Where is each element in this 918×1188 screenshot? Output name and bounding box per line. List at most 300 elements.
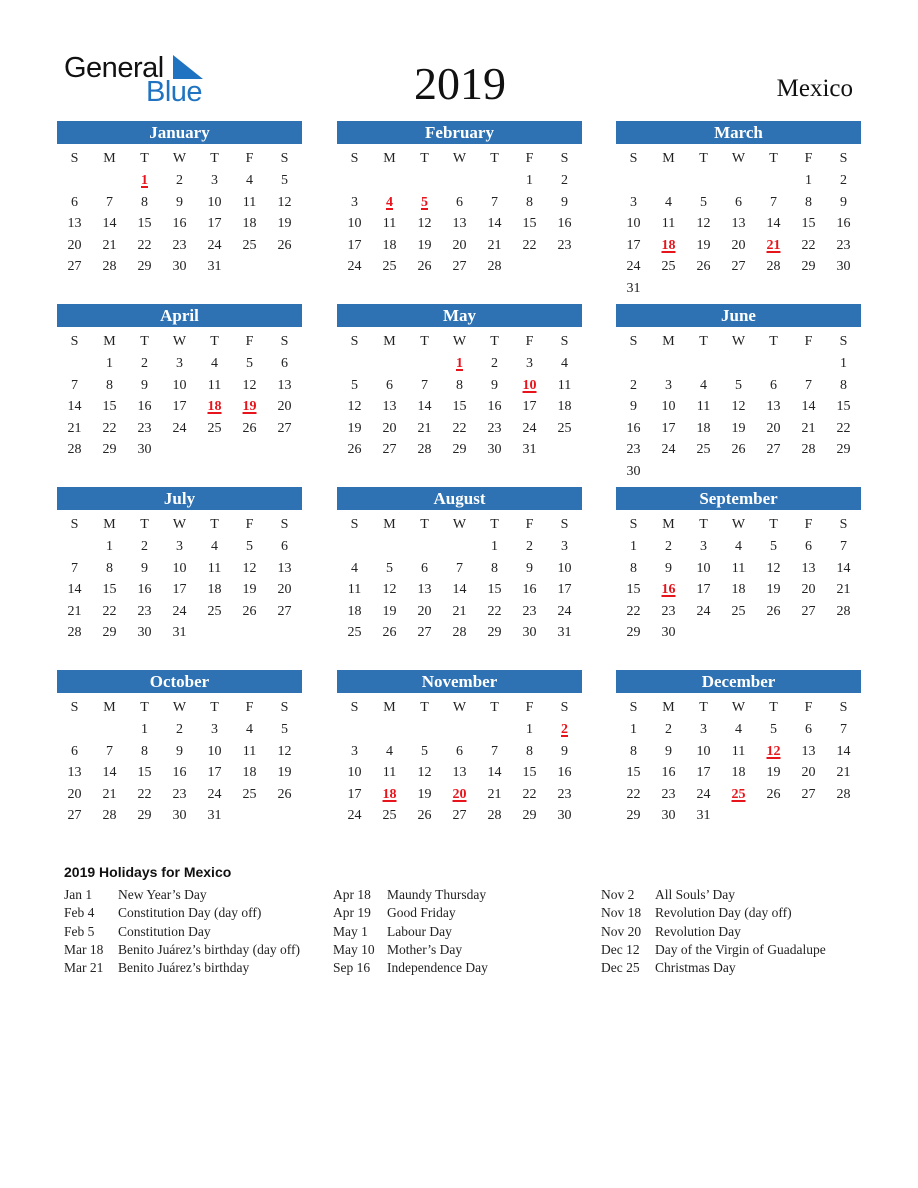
month-july bbox=[57, 487, 302, 667]
date-cell bbox=[372, 719, 407, 741]
weekday-label: S bbox=[70, 151, 79, 166]
date-cell: 29 bbox=[137, 808, 152, 824]
date-cell: 22 bbox=[102, 420, 117, 436]
holiday-date: Dec 25 bbox=[601, 960, 640, 976]
date-cell bbox=[57, 170, 92, 192]
date-cell: 10 bbox=[207, 743, 222, 759]
date-cell: 18 bbox=[731, 765, 746, 781]
holiday-list-item bbox=[601, 904, 871, 922]
date-cell: 4 bbox=[211, 356, 218, 371]
date-cell: 26 bbox=[277, 237, 292, 253]
date-cell: 16 bbox=[557, 216, 572, 232]
weekday-label: W bbox=[731, 700, 746, 715]
week-row bbox=[57, 622, 302, 644]
date-cell: 2 bbox=[176, 173, 183, 188]
date-cell: 9 bbox=[176, 194, 183, 210]
weekday-label: S bbox=[839, 151, 848, 166]
date-cell: 24 bbox=[696, 786, 711, 802]
date-cell: 2 bbox=[630, 377, 637, 393]
month-header: March bbox=[616, 121, 861, 144]
date-cell bbox=[442, 536, 477, 558]
date-cell: 22 bbox=[137, 237, 152, 253]
week-row bbox=[337, 235, 582, 257]
date-cell: 26 bbox=[277, 786, 292, 802]
holiday-date-cell: 10 bbox=[522, 377, 537, 393]
date-cell: 22 bbox=[102, 603, 117, 619]
month-header: May bbox=[337, 304, 582, 327]
holiday-column bbox=[64, 886, 334, 977]
date-cell: 31 bbox=[207, 259, 222, 275]
week-row bbox=[57, 741, 302, 763]
date-cell: 10 bbox=[696, 743, 711, 759]
date-cell: 3 bbox=[211, 173, 218, 188]
week-row bbox=[616, 601, 861, 623]
date-cell: 17 bbox=[557, 582, 572, 598]
generalblue-logo bbox=[64, 52, 214, 108]
date-cell: 27 bbox=[67, 808, 82, 824]
weekday-row bbox=[57, 697, 302, 719]
date-cell: 25 bbox=[731, 603, 746, 619]
date-cell: 7 bbox=[71, 560, 78, 576]
date-cell bbox=[686, 353, 721, 375]
date-cell: 19 bbox=[347, 420, 362, 436]
holiday-date: Mar 18 bbox=[64, 941, 104, 957]
date-cell: 20 bbox=[277, 582, 292, 598]
date-cell: 21 bbox=[801, 420, 816, 436]
weekday-label: T bbox=[699, 151, 708, 166]
week-row bbox=[57, 579, 302, 601]
date-cell: 15 bbox=[137, 216, 152, 232]
date-cell: 26 bbox=[696, 259, 711, 275]
holiday-date-cell: 16 bbox=[661, 582, 676, 598]
date-cell bbox=[232, 256, 267, 278]
date-cell: 1 bbox=[141, 722, 148, 737]
date-cell: 24 bbox=[696, 603, 711, 619]
date-cell: 27 bbox=[277, 603, 292, 619]
date-cell: 23 bbox=[626, 442, 641, 458]
date-cell: 10 bbox=[661, 399, 676, 415]
date-cell: 18 bbox=[207, 582, 222, 598]
date-cell: 23 bbox=[661, 603, 676, 619]
date-cell: 19 bbox=[766, 582, 781, 598]
date-cell: 29 bbox=[626, 625, 641, 641]
date-cell: 24 bbox=[207, 786, 222, 802]
date-cell: 21 bbox=[487, 237, 502, 253]
date-cell: 26 bbox=[766, 603, 781, 619]
holiday-name: Independence Day bbox=[387, 960, 488, 976]
date-cell: 23 bbox=[487, 420, 502, 436]
weekday-label: S bbox=[560, 151, 569, 166]
month-april bbox=[57, 304, 302, 484]
date-cell bbox=[337, 536, 372, 558]
date-cell: 4 bbox=[246, 173, 253, 188]
date-cell: 12 bbox=[242, 560, 257, 576]
date-cell: 19 bbox=[766, 765, 781, 781]
date-cell: 2 bbox=[665, 539, 672, 554]
weekday-label: S bbox=[70, 700, 79, 715]
date-cell: 24 bbox=[522, 420, 537, 436]
date-cell: 1 bbox=[526, 173, 533, 188]
date-cell bbox=[547, 439, 582, 461]
date-cell: 31 bbox=[522, 442, 537, 458]
date-cell bbox=[407, 170, 442, 192]
date-cell: 14 bbox=[67, 399, 82, 415]
date-cell: 1 bbox=[491, 539, 498, 554]
date-cell: 5 bbox=[281, 173, 288, 188]
week-row bbox=[57, 170, 302, 192]
date-cell: 29 bbox=[487, 625, 502, 641]
date-cell: 26 bbox=[382, 625, 397, 641]
date-cell: 7 bbox=[840, 722, 847, 737]
date-cell bbox=[721, 170, 756, 192]
weekday-label: F bbox=[245, 700, 254, 715]
month-header: September bbox=[616, 487, 861, 510]
holiday-date-cell: 5 bbox=[421, 194, 428, 210]
date-cell: 7 bbox=[106, 743, 113, 759]
holiday-name: Revolution Day (day off) bbox=[655, 905, 792, 921]
holiday-name: Day of the Virgin of Guadalupe bbox=[655, 941, 826, 957]
weekday-label: S bbox=[350, 700, 359, 715]
week-row bbox=[337, 192, 582, 214]
holiday-date-cell: 21 bbox=[766, 237, 781, 253]
weekday-label: F bbox=[245, 151, 254, 166]
date-cell bbox=[651, 170, 686, 192]
date-cell bbox=[686, 170, 721, 192]
date-cell bbox=[372, 353, 407, 375]
date-cell: 17 bbox=[207, 216, 222, 232]
date-cell: 30 bbox=[137, 442, 152, 458]
weekday-label: T bbox=[420, 517, 429, 532]
date-cell: 1 bbox=[805, 173, 812, 188]
date-cell bbox=[756, 805, 791, 827]
date-cell bbox=[267, 622, 302, 644]
date-cell: 14 bbox=[766, 216, 781, 232]
date-cell: 26 bbox=[242, 603, 257, 619]
holiday-date: Sep 16 bbox=[333, 960, 371, 976]
month-header: October bbox=[57, 670, 302, 693]
holiday-name: Good Friday bbox=[387, 905, 456, 921]
date-cell: 24 bbox=[661, 442, 676, 458]
date-cell: 4 bbox=[246, 722, 253, 737]
date-cell: 15 bbox=[626, 582, 641, 598]
holiday-date: Nov 18 bbox=[601, 905, 642, 921]
date-cell: 18 bbox=[557, 399, 572, 415]
date-cell: 31 bbox=[207, 808, 222, 824]
date-cell: 25 bbox=[557, 420, 572, 436]
weekday-label: T bbox=[699, 700, 708, 715]
date-cell: 30 bbox=[137, 625, 152, 641]
weekday-label: S bbox=[629, 517, 638, 532]
date-cell: 6 bbox=[281, 356, 288, 371]
date-cell: 15 bbox=[836, 399, 851, 415]
weekday-label: T bbox=[769, 334, 778, 349]
date-cell: 19 bbox=[731, 420, 746, 436]
weekday-row bbox=[337, 514, 582, 536]
month-header: December bbox=[616, 670, 861, 693]
weekday-row bbox=[616, 331, 861, 353]
date-cell: 12 bbox=[766, 560, 781, 576]
country-name: Mexico bbox=[776, 75, 853, 102]
holiday-date-cell: 4 bbox=[386, 194, 393, 210]
week-row bbox=[57, 375, 302, 397]
weekday-label: W bbox=[452, 517, 467, 532]
date-cell: 20 bbox=[801, 582, 816, 598]
date-cell: 30 bbox=[661, 625, 676, 641]
date-cell: 19 bbox=[277, 216, 292, 232]
date-cell bbox=[826, 805, 861, 827]
weekday-label: M bbox=[103, 517, 116, 532]
date-cell: 16 bbox=[661, 765, 676, 781]
date-cell: 16 bbox=[487, 399, 502, 415]
date-cell: 2 bbox=[526, 539, 533, 554]
week-row bbox=[57, 396, 302, 418]
week-row bbox=[337, 396, 582, 418]
date-cell: 29 bbox=[452, 442, 467, 458]
date-cell: 25 bbox=[242, 786, 257, 802]
week-row bbox=[616, 579, 861, 601]
weekday-label: S bbox=[560, 700, 569, 715]
date-cell: 11 bbox=[347, 582, 362, 598]
date-cell: 13 bbox=[382, 399, 397, 415]
date-cell: 8 bbox=[141, 743, 148, 759]
holiday-name: Constitution Day bbox=[118, 923, 211, 939]
weekday-label: F bbox=[804, 151, 813, 166]
weekday-label: W bbox=[172, 334, 187, 349]
date-cell bbox=[407, 536, 442, 558]
date-cell: 7 bbox=[491, 743, 498, 759]
date-cell: 16 bbox=[522, 582, 537, 598]
weekday-label: T bbox=[699, 517, 708, 532]
date-cell bbox=[791, 461, 826, 483]
date-cell: 6 bbox=[456, 194, 463, 210]
holiday-list-item bbox=[64, 904, 334, 922]
date-cell: 9 bbox=[141, 560, 148, 576]
date-cell: 12 bbox=[277, 743, 292, 759]
date-cell bbox=[407, 353, 442, 375]
week-row bbox=[57, 719, 302, 741]
date-cell bbox=[826, 622, 861, 644]
date-cell: 28 bbox=[102, 259, 117, 275]
weekday-label: W bbox=[172, 517, 187, 532]
date-cell: 25 bbox=[382, 808, 397, 824]
weekday-label: T bbox=[699, 334, 708, 349]
date-cell: 10 bbox=[172, 377, 187, 393]
date-cell: 18 bbox=[242, 765, 257, 781]
week-row bbox=[57, 418, 302, 440]
month-header: August bbox=[337, 487, 582, 510]
weekday-label: T bbox=[490, 334, 499, 349]
date-cell: 7 bbox=[770, 194, 777, 210]
date-cell: 28 bbox=[67, 625, 82, 641]
date-cell: 14 bbox=[836, 743, 851, 759]
date-cell: 11 bbox=[382, 765, 397, 781]
holiday-date: Dec 12 bbox=[601, 941, 640, 957]
holiday-list-item bbox=[64, 886, 334, 904]
weekday-label: F bbox=[525, 334, 534, 349]
holiday-list-item bbox=[333, 959, 603, 977]
date-cell: 27 bbox=[417, 625, 432, 641]
holiday-name: Constitution Day (day off) bbox=[118, 905, 262, 921]
date-cell: 14 bbox=[417, 399, 432, 415]
weekday-label: S bbox=[629, 334, 638, 349]
date-cell: 22 bbox=[137, 786, 152, 802]
holiday-list-item bbox=[64, 959, 334, 977]
weekday-label: W bbox=[731, 517, 746, 532]
holiday-date-cell: 12 bbox=[766, 743, 781, 759]
date-cell: 27 bbox=[766, 442, 781, 458]
holiday-list-item bbox=[601, 886, 871, 904]
date-cell: 2 bbox=[840, 173, 847, 188]
holiday-date-cell: 1 bbox=[456, 356, 463, 371]
week-row bbox=[616, 805, 861, 827]
date-cell: 1 bbox=[840, 356, 847, 371]
date-cell: 30 bbox=[836, 259, 851, 275]
date-cell: 4 bbox=[665, 194, 672, 210]
month-header: June bbox=[616, 304, 861, 327]
date-cell: 8 bbox=[630, 743, 637, 759]
date-cell: 11 bbox=[207, 560, 222, 576]
weekday-label: W bbox=[452, 700, 467, 715]
date-cell: 17 bbox=[347, 237, 362, 253]
date-cell: 5 bbox=[281, 722, 288, 737]
date-cell: 17 bbox=[522, 399, 537, 415]
week-row bbox=[616, 741, 861, 763]
date-cell: 29 bbox=[137, 259, 152, 275]
date-cell bbox=[57, 719, 92, 741]
date-cell: 4 bbox=[351, 560, 358, 576]
week-row bbox=[616, 375, 861, 397]
month-september bbox=[616, 487, 861, 667]
week-row bbox=[57, 784, 302, 806]
holiday-date: Jan 1 bbox=[64, 887, 93, 902]
weekday-label: W bbox=[731, 334, 746, 349]
date-cell: 14 bbox=[452, 582, 467, 598]
date-cell bbox=[791, 353, 826, 375]
weekday-label: S bbox=[839, 334, 848, 349]
date-cell: 26 bbox=[731, 442, 746, 458]
weekday-label: T bbox=[490, 700, 499, 715]
date-cell bbox=[721, 278, 756, 300]
holiday-date: May 1 bbox=[333, 923, 368, 939]
date-cell: 21 bbox=[417, 420, 432, 436]
holiday-name: Benito Juárez’s birthday (day off) bbox=[118, 941, 300, 957]
date-cell: 5 bbox=[421, 743, 428, 759]
date-cell: 30 bbox=[487, 442, 502, 458]
date-cell: 6 bbox=[71, 194, 78, 210]
date-cell bbox=[267, 256, 302, 278]
date-cell bbox=[232, 622, 267, 644]
weekday-label: M bbox=[103, 334, 116, 349]
date-cell: 9 bbox=[176, 743, 183, 759]
date-cell: 13 bbox=[766, 399, 781, 415]
week-row bbox=[57, 192, 302, 214]
date-cell: 30 bbox=[522, 625, 537, 641]
date-cell: 22 bbox=[626, 603, 641, 619]
holiday-date-cell: 2 bbox=[561, 722, 568, 737]
date-cell bbox=[756, 170, 791, 192]
date-cell: 24 bbox=[172, 420, 187, 436]
date-cell bbox=[512, 256, 547, 278]
week-row bbox=[57, 601, 302, 623]
date-cell bbox=[477, 719, 512, 741]
date-cell: 13 bbox=[452, 216, 467, 232]
date-cell: 17 bbox=[696, 582, 711, 598]
date-cell bbox=[651, 353, 686, 375]
holiday-list-item bbox=[601, 923, 871, 941]
date-cell: 9 bbox=[491, 377, 498, 393]
week-row bbox=[337, 256, 582, 278]
weekday-label: F bbox=[525, 517, 534, 532]
date-cell: 8 bbox=[630, 560, 637, 576]
date-cell: 14 bbox=[487, 216, 502, 232]
week-row bbox=[616, 235, 861, 257]
date-cell bbox=[337, 170, 372, 192]
date-cell bbox=[57, 536, 92, 558]
date-cell: 7 bbox=[491, 194, 498, 210]
date-cell: 23 bbox=[137, 420, 152, 436]
holiday-name: Revolution Day bbox=[655, 923, 741, 939]
date-cell bbox=[407, 719, 442, 741]
date-cell: 15 bbox=[522, 216, 537, 232]
date-cell: 21 bbox=[487, 786, 502, 802]
date-cell: 18 bbox=[696, 420, 711, 436]
date-cell: 21 bbox=[102, 786, 117, 802]
weekday-label: T bbox=[490, 517, 499, 532]
weekday-label: M bbox=[662, 334, 675, 349]
date-cell: 13 bbox=[277, 560, 292, 576]
date-cell bbox=[756, 278, 791, 300]
week-row bbox=[337, 418, 582, 440]
weekday-label: M bbox=[383, 151, 396, 166]
date-cell: 27 bbox=[801, 603, 816, 619]
date-cell bbox=[162, 439, 197, 461]
holidays-section bbox=[64, 862, 864, 976]
date-cell: 31 bbox=[696, 808, 711, 824]
holiday-date: Apr 18 bbox=[333, 887, 371, 902]
week-row bbox=[337, 762, 582, 784]
date-cell: 23 bbox=[172, 237, 187, 253]
week-row bbox=[337, 719, 582, 741]
weekday-label: T bbox=[140, 334, 149, 349]
holiday-date: Feb 5 bbox=[64, 923, 95, 939]
date-cell bbox=[267, 805, 302, 827]
date-cell: 12 bbox=[417, 765, 432, 781]
date-cell: 5 bbox=[246, 356, 253, 371]
date-cell: 4 bbox=[561, 356, 568, 371]
date-cell: 12 bbox=[242, 377, 257, 393]
holiday-list-item bbox=[601, 941, 871, 959]
date-cell bbox=[197, 439, 232, 461]
weekday-row bbox=[616, 514, 861, 536]
date-cell: 10 bbox=[347, 765, 362, 781]
weekday-label: M bbox=[383, 517, 396, 532]
weekday-label: T bbox=[769, 700, 778, 715]
weekday-row bbox=[616, 697, 861, 719]
month-header: July bbox=[57, 487, 302, 510]
date-cell: 9 bbox=[840, 194, 847, 210]
weekday-label: T bbox=[140, 151, 149, 166]
date-cell bbox=[721, 622, 756, 644]
week-row bbox=[616, 439, 861, 461]
date-cell: 25 bbox=[661, 259, 676, 275]
date-cell: 11 bbox=[696, 399, 711, 415]
date-cell: 12 bbox=[731, 399, 746, 415]
date-cell: 26 bbox=[766, 786, 781, 802]
month-december bbox=[616, 670, 861, 850]
holiday-name: All Souls’ Day bbox=[655, 887, 735, 902]
date-cell: 3 bbox=[700, 722, 707, 737]
date-cell bbox=[651, 461, 686, 483]
